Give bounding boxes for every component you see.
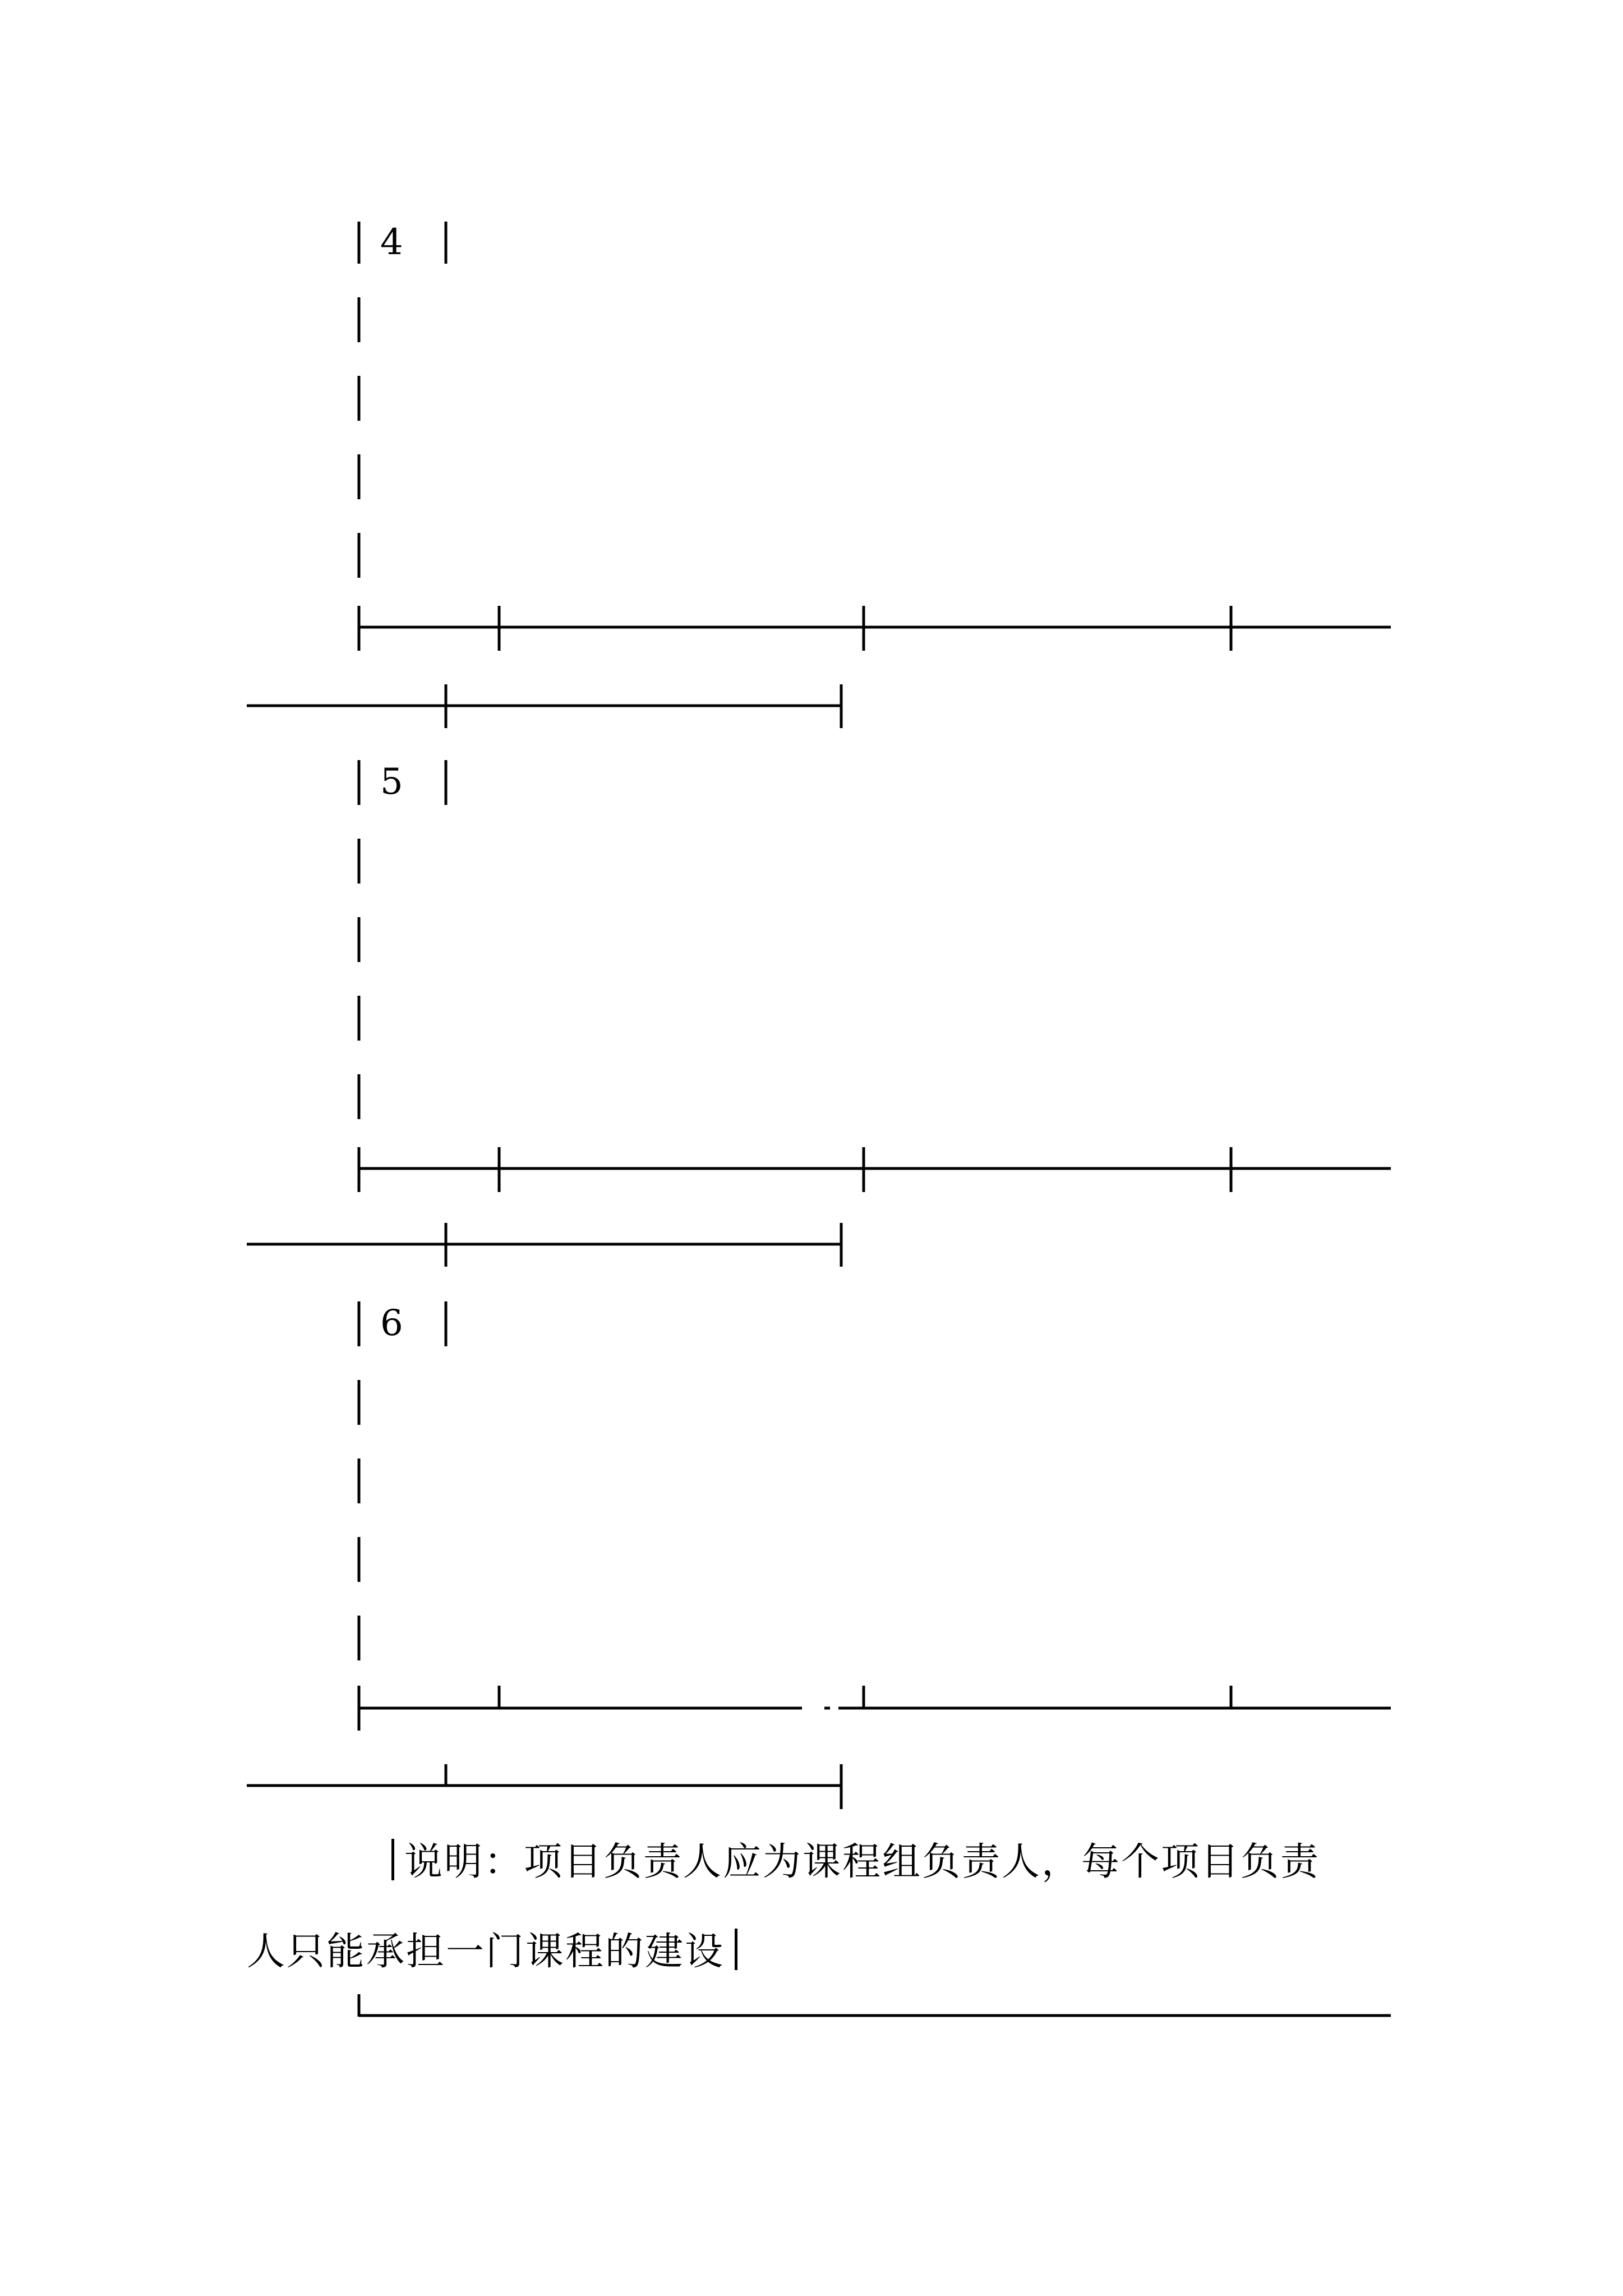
- explanation-note: [247, 1818, 1391, 1997]
- table-border-bar: [735, 1929, 737, 1970]
- row-number: 4: [380, 222, 403, 263]
- note-line-1: [247, 1818, 1391, 1907]
- note-line-2: [247, 1907, 1391, 1997]
- table-border-bar: [391, 1839, 394, 1880]
- note-text-1: 说明：项目负责人应为课程组负责人，每个项目负责: [404, 1840, 1321, 1884]
- row-number: 6: [380, 1303, 403, 1344]
- row-4-rules: [247, 222, 1391, 728]
- row-6-rules: [247, 1301, 1391, 1809]
- bottom-border: [359, 1994, 1391, 2017]
- note-text-2: 人只能承担一门课程的建设: [247, 1930, 725, 1974]
- row-5-rules: [247, 760, 1391, 1267]
- row-number: 5: [380, 761, 403, 803]
